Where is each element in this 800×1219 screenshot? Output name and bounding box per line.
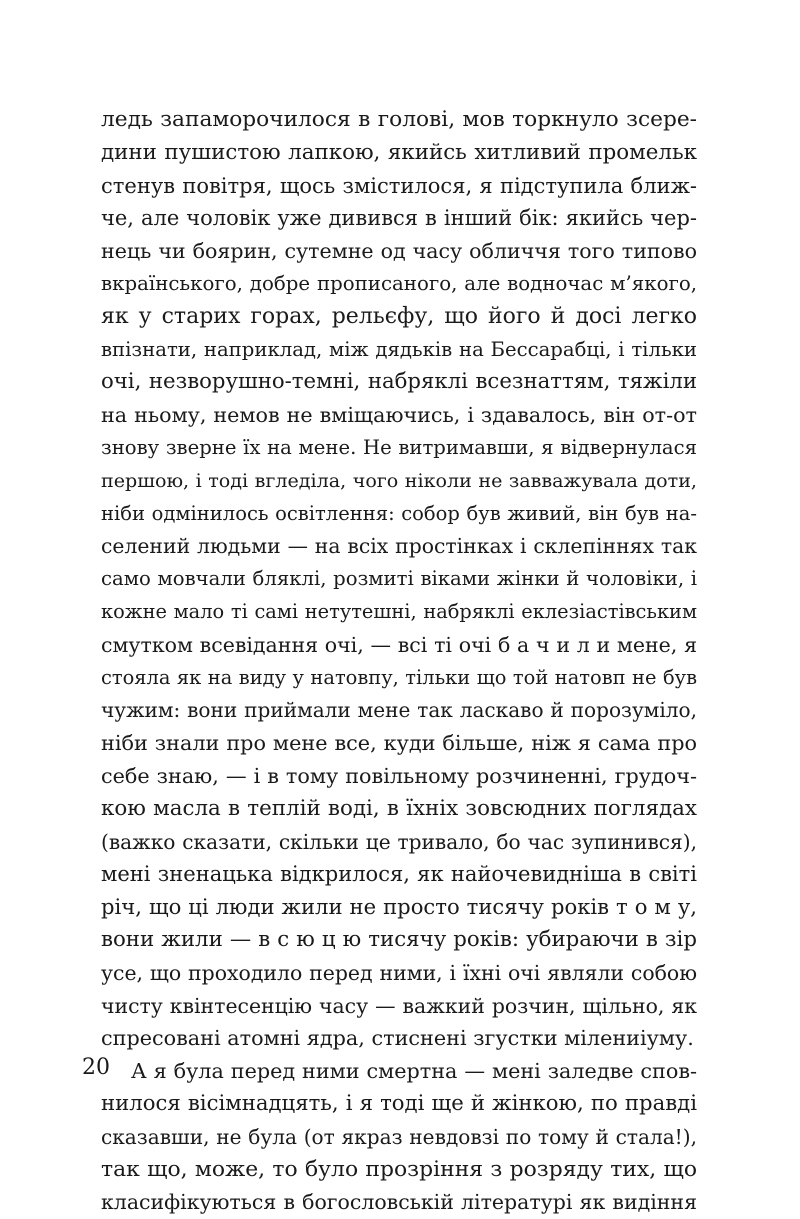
text-line: себе знаю, — і в тому повільному розчиненні, грудоч- [101,763,697,788]
text-line: очі, незворушно-темні, набряклі всезнаттям, тяжіли [101,369,697,395]
text-line: річ, що ці люди жили не просто тисячу років т о м у, [101,894,697,920]
text-line: ніби знали про мене все, куди більше, ніж я сама про [101,731,697,756]
text-line: вкраїнського, добре прописаного, але водночас м’якого, [101,271,697,295]
text-line: кою масла в теплій воді, в їхніх зовсюдних поглядах [101,795,697,821]
paragraph-last-line: спресовані атомні ядра, стиснені згустки мілениіуму. [101,1026,694,1051]
text-line: сказавши, не була (от якраз невдовзі по тому й стала!), [101,1124,697,1149]
text-line: нець чи боярин, сутемне од часу обличчя того типово [101,239,697,264]
text-line: вони жили — в с ю ц ю тисячу років: убираючи в зір [101,926,697,952]
text-line: впізнати, наприклад, між дядьків на Бессарабці, і тільки [101,337,697,361]
text-line: на ньому, немов не вміщаючись, і здавалось, він от-от [101,403,697,428]
text-line: усе, що проходило перед ними, і їхні очі являли собою [101,960,697,985]
text-line: ледь запаморочилося в голові, мов торкнуло зсере- [101,107,697,132]
text-line: че, але чоловік уже дивився в інший бік: якийсь чер- [101,206,697,231]
text-line: чисту квінтесенцію часу — важкий розчин, щільно, як [101,993,697,1018]
text-line: ніби одмінилось освітлення: собор був живий, він був на- [101,501,697,525]
text-line: так що, може, то було прозріння з розряду тих, що [101,1156,697,1182]
page-number: 20 [82,1055,110,1080]
paragraph-first-line: А я була перед ними смертна — мені заледве спов- [131,1059,697,1084]
text-line: (важко сказати, скільки це тривало, бо час зупинився), [101,829,697,854]
text-line: дини пушистою лапкою, якийсь хитливий промельк [101,139,697,165]
text-line: нилося вісімнадцять, і я тоді ще й жінкою, по правді [101,1090,697,1116]
text-line: класифікуються в богословській літературі як видіння [101,1190,697,1215]
text-line: чужим: вони приймали мене так ласкаво й порозуміло, [101,698,697,723]
text-line: стенув повітря, щось змістилося, я підступила ближ- [101,172,697,198]
text-line: мені зненацька відкрилося, як найочевидніша в світі [101,861,697,887]
text-line: смутком всевідання очі, — всі ті очі б а ч и л и мене, я [101,632,697,657]
text-line: як у старих горах, рельєфу, що його й досі легко [101,303,697,329]
text-line: селений людьми — на всіх простінках і склепіннях так [101,534,697,559]
text-line: стояла як на виду у натовпу, тільки що той натовп не був [101,665,697,689]
text-line: само мовчали бляклі, розмиті віками жінки й чоловіки, і [101,567,697,591]
text-line: кожне мало ті самі нетутешні, набряклі еклезіастівським [101,599,697,623]
text-line: першою, і тоді вгледіла, чого ніколи не завважувала доти, [101,468,697,492]
body-text [101,104,697,1219]
text-line: знову зверне їх на мене. Не витримавши, я відвернулася [101,435,697,459]
